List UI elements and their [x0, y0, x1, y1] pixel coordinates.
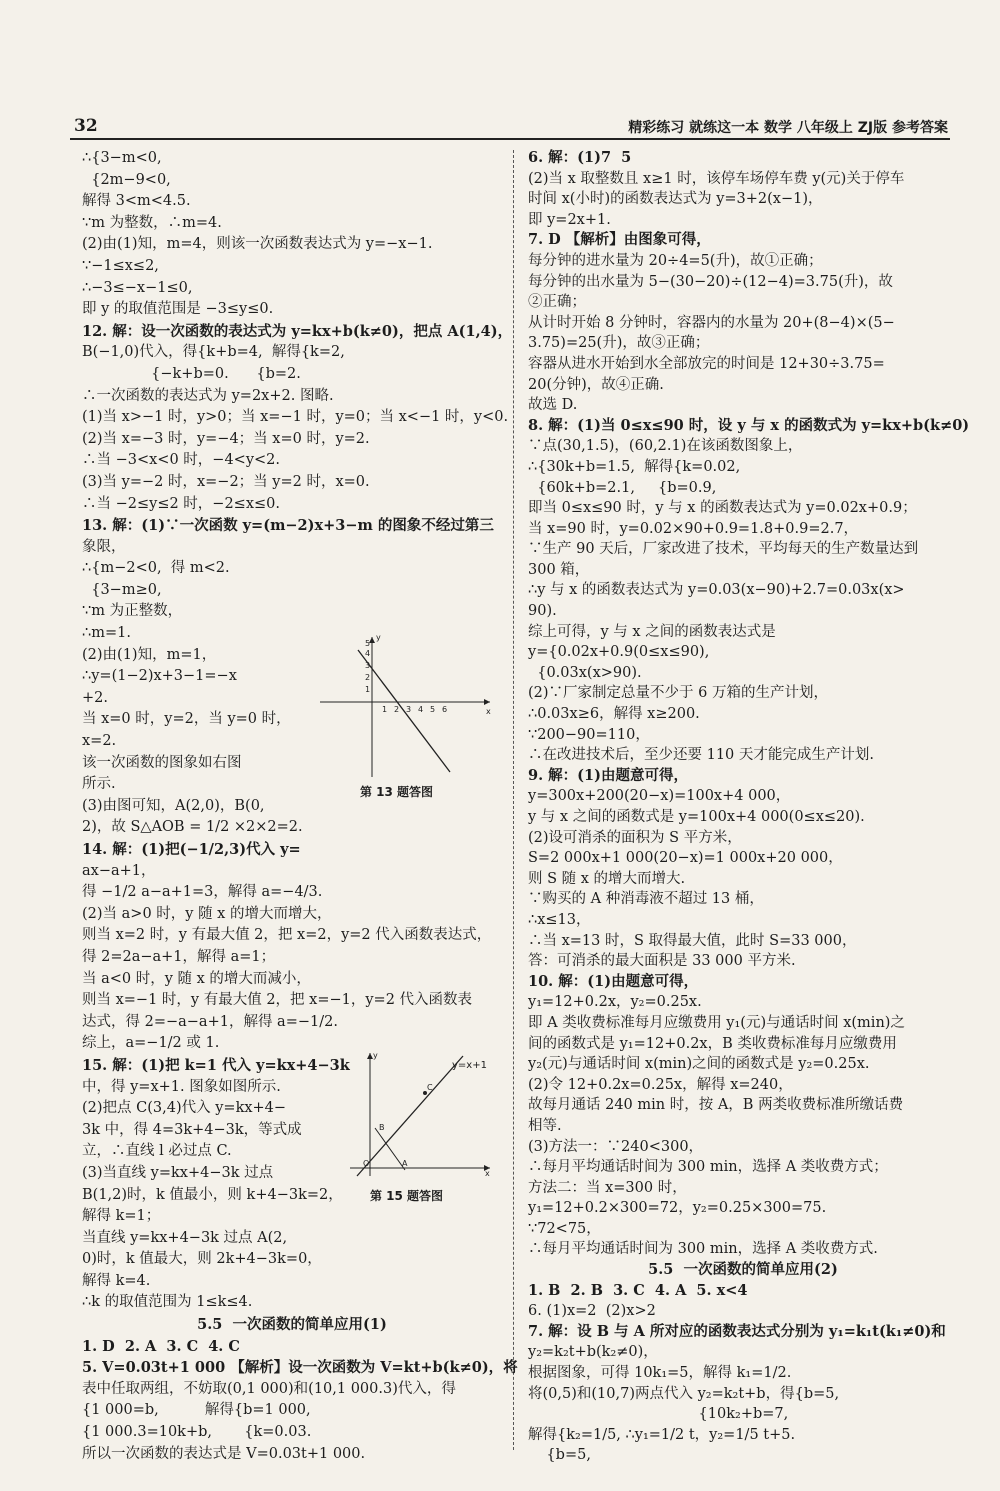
text-line: 故每月通话 240 min 时，按 A，B 两类收费标准所缴话费 — [528, 1097, 904, 1114]
text-line: ∵购买的 A 种消毒液不超过 13 桶， — [528, 891, 764, 908]
text-line: 解得{k₂=1/5, ∴y₁=1/2 t，y₂=1/5 t+5. — [528, 1426, 796, 1443]
text-line: 该一次函数的图象如右图 — [82, 754, 242, 771]
text-line: 2)，故 S△AOB = 1/2 ×2×2=2. — [82, 819, 303, 836]
text-line: (2)设可消杀的面积为 S 平方米， — [528, 829, 742, 846]
svg-text:5: 5 — [365, 639, 371, 648]
text-line: y₁=12+0.2x，y₂=0.25x. — [528, 994, 702, 1011]
svg-text:6: 6 — [442, 705, 448, 714]
text-line: ∴当 −2≤y≤2 时，−2≤x≤0. — [82, 495, 280, 512]
text-line: 则当 x=2 时，y 有最大值 2，把 x=2，y=2 代入函数表达式， — [82, 927, 492, 944]
text-line: 当 x=90 时，y=0.02×90+0.9=1.8+0.9=2.7， — [528, 520, 859, 537]
text-line: 当直线 y=kx+4−3k 过点 A(2, — [82, 1229, 288, 1246]
text-line: 则 S 随 x 的增大而增大. — [528, 870, 686, 887]
text-line: {1 000=b, 解得{b=1 000, — [82, 1402, 311, 1419]
svg-text:x: x — [486, 707, 491, 716]
text-line: (2)当 a>0 时，y 随 x 的增大而增大， — [82, 905, 332, 922]
text-line: (2)把点 C(3,4)代入 y=kx+4− — [82, 1100, 287, 1117]
text-line: 所示. — [82, 776, 116, 793]
text-line: {10k₂+b=7, — [528, 1406, 789, 1423]
text-line: ∴{30k+b=1.5, 解得{k=0.02, — [528, 458, 741, 475]
text-line: 相等. — [528, 1117, 562, 1134]
svg-text:B: B — [379, 1123, 385, 1132]
text-line: ∴每月平均通话时间为 300 min，选择 A 类收费方式； — [528, 1159, 888, 1176]
text-line: 即 y=2x+1. — [528, 211, 611, 228]
svg-text:3: 3 — [365, 661, 371, 670]
text-line: 13. 解：(1)∵一次函数 y=(m−2)x+3−m 的图象不经过第三 — [82, 517, 494, 535]
text-line: (1)当 x>−1 时，y>0；当 x=−1 时，y=0；当 x<−1 时，y<0. — [82, 409, 509, 426]
text-line: (2)当 x 取整数且 x≥1 时，该停车场停车费 y(元)关于停车 — [528, 170, 905, 187]
svg-text:1: 1 — [382, 705, 388, 714]
text-line: 综上可得，y 与 x 之间的函数表达式是 — [528, 623, 776, 640]
text-line: 表中任取两组，不妨取(0,1 000)和(10,1 000.3)代入，得 — [82, 1380, 456, 1397]
text-line: 综上，a=−1/2 或 1. — [82, 1035, 220, 1052]
text-line: 时间 x(小时)的函数表达式为 y=3+2(x−1)， — [528, 191, 823, 208]
text-line: 得 −1/2 a−a+1=3，解得 a=−4/3. — [82, 884, 323, 901]
text-line: {0.03x(x>90). — [528, 664, 642, 681]
svg-text:4: 4 — [365, 649, 371, 658]
svg-text:y: y — [376, 633, 381, 642]
text-line: 8. 解：(1)当 0≤x≤90 时，设 y 与 x 的函数式为 y=kx+b(k≠0) — [528, 416, 970, 434]
text-line: 6. (1)x=2 (2)x>2 — [528, 1303, 656, 1320]
text-line: ∴每月平均通话时间为 300 min，选择 A 类收费方式. — [528, 1241, 878, 1258]
text-line: 达式，得 2=−a−a+1，解得 a=−1/2. — [82, 1013, 338, 1030]
text-line: 容器从进水开始到水全部放完的时间是 12+30÷3.75= — [528, 355, 885, 372]
text-line: y₂=k₂t+b(k₂≠0)， — [528, 1344, 658, 1361]
text-line: 15. 解：(1)把 k=1 代入 y=kx+4−3k — [82, 1056, 350, 1074]
text-line: ∴y 与 x 的函数表达式为 y=0.03(x−90)+2.7=0.03x(x> — [528, 582, 905, 599]
text-line: 1. D 2. A 3. C 4. C — [82, 1337, 240, 1355]
text-line: {2m−9<0, — [82, 171, 171, 188]
text-line: 即 A 类收费标准每月应缴费用 y₁(元)与通话时间 x(min)之 — [528, 1014, 905, 1031]
text-line: 中，得 y=x+1. 图象如图所示. — [82, 1078, 281, 1095]
text-line: ∵点(30,1.5)，(60,2.1)在该函数图象上， — [528, 438, 803, 455]
svg-text:A: A — [402, 1159, 408, 1168]
text-line: 解得 k=1； — [82, 1208, 161, 1225]
text-line: x=2. — [82, 733, 117, 750]
text-line: (3)由图可知，A(2,0)，B(0, — [82, 797, 265, 814]
svg-text:C: C — [427, 1083, 433, 1092]
text-line: y 与 x 之间的函数式是 y=100x+4 000(0≤x≤20). — [528, 809, 865, 825]
svg-text:x: x — [485, 1169, 490, 1178]
figure-13-caption: 第 13 题答图 — [360, 785, 434, 799]
text-line: 解得 3<m<4.5. — [82, 193, 191, 210]
text-line: (3)方法一：∵240<300， — [528, 1138, 704, 1155]
svg-text:2: 2 — [394, 705, 400, 714]
text-line: 5.5 一次函数的简单应用(1) — [197, 1316, 387, 1334]
text-line: 根据图象，可得 10k₁=5，解得 k₁=1/2. — [528, 1365, 792, 1382]
text-line: ∴y=(1−2)x+3−1=−x — [82, 668, 237, 685]
text-line: ∴在改进技术后，至少还要 110 天才能完成生产计划. — [528, 747, 875, 764]
text-line: 1. B 2. B 3. C 4. A 5. x<4 — [528, 1281, 748, 1299]
text-line: 所以一次函数的表达式是 V=0.03t+1 000. — [82, 1445, 366, 1462]
text-line: ∵72<75， — [528, 1220, 601, 1237]
text-line: (2)当 x=−3 时，y=−4；当 x=0 时，y=2. — [82, 430, 370, 447]
header-title: 精彩练习 就练这一本 数学 八年级上 ZJ版 参考答案 — [628, 120, 948, 136]
text-line: {60k+b=2.1, {b=0.9, — [528, 479, 717, 496]
text-line: y₁=12+0.2×300=72，y₂=0.25×300=75. — [528, 1200, 827, 1217]
text-line: ∴当 −3<x<0 时，−4<y<2. — [82, 452, 280, 469]
text-line: 7. 解：设 B 与 A 所对应的函数表达式分别为 y₁=k₁t(k₁≠0)和 — [528, 1322, 946, 1340]
text-line: ∴k 的取值范围为 1≤k≤4. — [82, 1294, 253, 1311]
text-line: 5.5 一次函数的简单应用(2) — [648, 1261, 838, 1279]
text-line: ∵m 为整数，∴m=4. — [82, 214, 222, 231]
text-line: (3)当 y=−2 时，x=−2；当 y=2 时，x=0. — [82, 473, 370, 490]
text-line: 3.75)=25(升)，故③正确； — [528, 335, 710, 352]
text-line: y₂(元)与通话时间 x(min)之间的函数式是 y₂=0.25x. — [528, 1056, 870, 1073]
svg-text:2: 2 — [365, 673, 371, 682]
column-divider — [513, 150, 514, 1450]
figure-15-line-label: y=x+1 — [452, 1060, 487, 1071]
figure-13-graph — [310, 632, 500, 782]
text-line: ∵−1≤x≤2, — [82, 257, 159, 274]
text-line: 当 a<0 时，y 随 x 的增大而减小， — [82, 970, 311, 987]
text-line: 立，∴直线 l 必过点 C. — [82, 1143, 232, 1160]
text-line: +2. — [82, 689, 108, 706]
text-line: ∴x≤13， — [528, 911, 591, 928]
svg-text:y: y — [373, 1051, 378, 1060]
text-line: 则当 x=−1 时，y 有最大值 2，把 x=−1，y=2 代入函数表 — [82, 992, 473, 1009]
text-line: 90). — [528, 603, 557, 620]
left-column — [82, 148, 518, 1465]
text-line: 0)时，k 值最大，则 2k+4−3k=0， — [82, 1251, 322, 1268]
svg-text:1: 1 — [365, 685, 371, 694]
text-line: ∴{m−2<0, 得 m<2. — [82, 560, 230, 577]
text-line: (2)由(1)知，m=1， — [82, 646, 217, 663]
text-line: {b=5, — [528, 1447, 591, 1464]
text-line: 6. 解：(1)7 5 — [528, 149, 632, 166]
text-line: 10. 解：(1)由题意可得， — [528, 972, 699, 990]
text-line: 300 箱， — [528, 561, 590, 578]
text-line: B(1,2)时，k 值最小，则 k+4−3k=2， — [82, 1186, 343, 1203]
text-line: 每分钟的进水量为 20÷4=5(升)，故①正确； — [528, 252, 823, 269]
text-line: 3k 中，得 4=3k+4−3k，等式成 — [82, 1121, 302, 1138]
text-line: ∴−3≤−x−1≤0, — [82, 279, 193, 296]
text-line: 7. D 【解析】由图象可得， — [528, 231, 711, 249]
text-line: (3)当直线 y=kx+4−3k 过点 — [82, 1164, 274, 1181]
text-line: {−k+b=0. {b=2. — [82, 365, 301, 382]
text-line: ②正确； — [528, 294, 586, 311]
text-line: ∴一次函数的表达式为 y=2x+2. 图略. — [82, 387, 334, 404]
text-line: 12. 解：设一次函数的表达式为 y=kx+b(k≠0)，把点 A(1,4)， — [82, 322, 513, 340]
text-line: ∴{3−m<0, — [82, 150, 162, 166]
page-header — [70, 112, 950, 140]
text-line: (2)由(1)知，m=4，则该一次函数表达式为 y=−x−1. — [82, 236, 433, 253]
text-line: ∴0.03x≥6，解得 x≥200. — [528, 706, 700, 723]
text-line: 将(0,5)和(10,7)两点代入 y₂=k₂t+b，得{b=5, — [528, 1385, 840, 1402]
text-line: 得 2=2a−a+1，解得 a=1； — [82, 948, 276, 965]
text-line: ∴m=1. — [82, 625, 131, 642]
text-line: S=2 000x+1 000(20−x)=1 000x+20 000， — [528, 850, 843, 867]
text-line: 从计时开始 8 分钟时，容器内的水量为 20+(8−4)×(5− — [528, 314, 895, 331]
text-line: ∴当 x=13 时，S 取得最大值，此时 S=33 000， — [528, 932, 857, 949]
text-line: 答：可消杀的最大面积是 33 000 平方米. — [528, 953, 796, 970]
text-line: 间的函数式是 y₁=12+0.2x，B 类收费标准每月应缴费用 — [528, 1035, 897, 1052]
text-line: 方法二：当 x=300 时， — [528, 1179, 687, 1196]
text-line: 20(分钟)，故④正确. — [528, 376, 664, 393]
text-line: {1 000.3=10k+b, {k=0.03. — [82, 1424, 312, 1441]
text-line: ∵m 为正整数， — [82, 603, 183, 620]
text-line: {3−m≥0, — [82, 581, 162, 598]
text-line: 象限， — [82, 538, 126, 555]
svg-text:O: O — [363, 1159, 370, 1168]
text-line: 故选 D. — [528, 397, 578, 414]
text-line: 当 x=0 时，y=2，当 y=0 时， — [82, 711, 291, 728]
text-line: y=300x+200(20−x)=100x+4 000， — [528, 788, 791, 805]
text-line: ∵生产 90 天后，厂家改进了技术，平均每天的生产数量达到 — [528, 541, 919, 558]
svg-text:5: 5 — [430, 705, 436, 714]
figure-15-caption: 第 15 题答图 — [370, 1189, 444, 1203]
text-line: 解得 k=4. — [82, 1272, 151, 1289]
text-line: 每分钟的出水量为 5−(30−20)÷(12−4)=3.75(升)，故 — [528, 273, 893, 290]
svg-text:3: 3 — [406, 705, 412, 714]
text-line: y={0.02x+0.9(0≤x≤90), — [528, 644, 710, 661]
text-line: (2)令 12+0.2x=0.25x，解得 x=240， — [528, 1076, 793, 1093]
text-line: 9. 解：(1)由题意可得， — [528, 766, 688, 784]
text-line: 14. 解：(1)把(−1/2,3)代入 y= — [82, 841, 301, 858]
text-line: ∵200−90=110， — [528, 726, 650, 743]
svg-text:4: 4 — [418, 705, 424, 714]
text-line: B(−1,0)代入，得{k+b=4, 解得{k=2, — [82, 344, 345, 361]
text-line: ax−a+1， — [82, 862, 156, 879]
text-line: 即 y 的取值范围是 −3≤y≤0. — [82, 301, 274, 318]
text-line: 5. V=0.03t+1 000 【解析】设一次函数为 V=kt+b(k≠0)，将 — [82, 1359, 518, 1377]
text-line: (2)∵厂家制定总量不少于 6 万箱的生产计划， — [528, 685, 828, 702]
page-number: 32 — [74, 116, 98, 136]
right-column — [528, 148, 970, 1466]
text-line: 即当 0≤x≤90 时，y 与 x 的函数表达式为 y=0.02x+0.9； — [528, 500, 917, 517]
